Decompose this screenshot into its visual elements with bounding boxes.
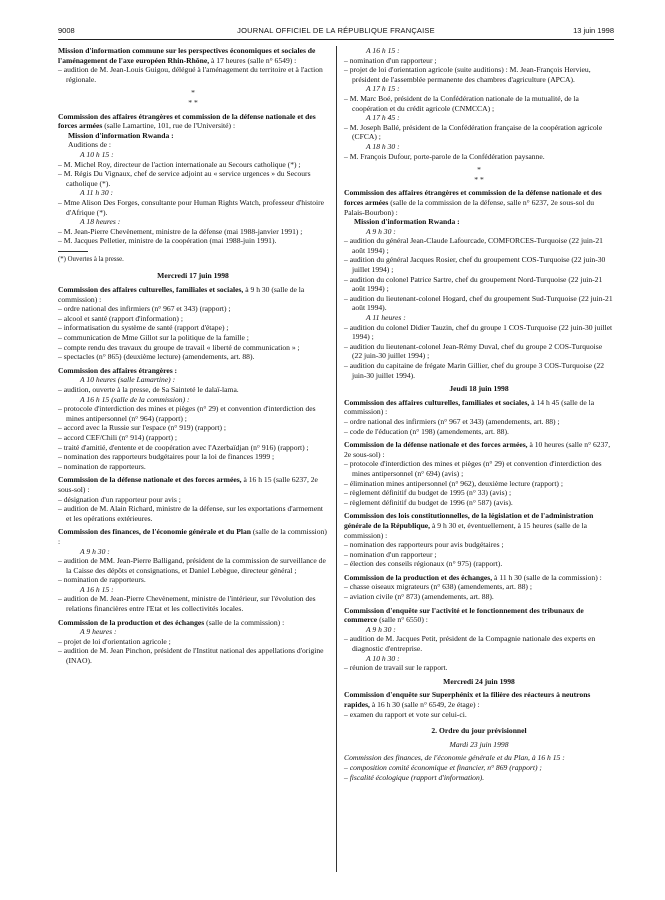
list-item: – projet de loi d'orientation agricole (suite auditions) : M. Jean-François Hervieu, président de l'assemblée permanente des chambres d'agriculture (APCA).: [344, 65, 591, 84]
footnote: (*) Ouvertes à la presse.: [58, 255, 124, 263]
list-item: – audition de M. Jean-Louis Guigou, délégué à l'aménagement du territoire et à l'action régionale.: [58, 65, 323, 84]
list-item: – M. Marc Boé, président de la Confédération nationale de la mutualité, de la coopération et du crédit agricole (CNMCCA) ;: [344, 93, 579, 113]
entry-etrangeres: Commission des affaires étrangères :: [58, 365, 178, 375]
entry-production-2: Commission de la production et des échanges, à 11 h 30 (salle de la commission) :: [344, 572, 602, 582]
list-item: – audition de MM. Jean-Pierre Balligand, président de la commission de surveillance de la Caisse des dépôts et consignations, et Daniel Lebègue, directeur général ;: [58, 556, 326, 575]
list-item: – audition, ouverte à la presse, de Sa Sainteté le dalaï-lama.: [58, 385, 239, 394]
list-item: – protocole d'interdiction des mines et pièges (n° 29) et convention d'interdiction des mines antipersonnel (n° 964) (rapport) ;: [58, 404, 316, 423]
time-label: A 16 h 15 :: [80, 584, 114, 594]
list-item: – audition du colonel Patrice Sartre, chef du groupement Nord-Turquoise (22 juin-21 août 1994) ;: [344, 274, 603, 294]
page-header: [58, 22, 614, 38]
time-label: A 17 h 45 :: [366, 113, 400, 123]
list-item: – audition du général Jacques Rosier, chef du groupement COS-Turquoise (22 juin-30 juillet 1994) ;: [344, 255, 606, 275]
separator-star: *: [191, 88, 195, 98]
list-item: – règlement définitif du budget de 1995 (n° 33) (avis) ;: [344, 488, 512, 498]
footnote-rule: [58, 251, 88, 252]
list-item: – M. Régis Du Vignaux, chef de service adjoint au « service urgences » du Secours catholique (*).: [58, 169, 311, 188]
right-column: [344, 46, 614, 782]
entry-rwanda-joint-2: Commission des affaires étrangères et commission de la défense nationale et des forces armées (salle de la commission de la défense, salle n° 6237, 2e sous-sol du Palais-Bourbon) :: [344, 188, 602, 217]
time-label: A 11 heures :: [366, 313, 406, 323]
list-item: – accord CEF/Chili (n° 914) (rapport) ;: [58, 432, 178, 442]
list-item: – audition de M. Alain Richard, ministre de la défense, sur les exportations d'armement et les opérations extérieures.: [58, 504, 323, 523]
time-label: A 9 h 30 :: [80, 546, 110, 556]
time-label: A 9 h 30 :: [366, 624, 396, 634]
list-item: – nomination de rapporteurs.: [58, 575, 146, 585]
entry-defense: Commission de la défense nationale et des forces armées, à 16 h 15 (salle 6237, 2e sous-sol) :: [58, 475, 318, 494]
time-label: A 18 h 30 :: [366, 141, 400, 151]
left-column: [58, 46, 328, 666]
time-label: A 9 h 30 :: [366, 226, 396, 236]
page-number: 9008: [58, 26, 75, 35]
list-item: – nomination des rapporteurs budgétaires pour la loi de finances 1999 ;: [58, 452, 275, 462]
mission-heading: Mission d'information Rwanda :: [68, 130, 174, 140]
list-item: – alcool et santé (rapport d'information) ;: [58, 313, 183, 323]
entry-enquete-commerce: Commission d'enquête sur l'activité et le fonctionnement des tribunaux de commerce (salle n° 6550) :: [344, 605, 584, 625]
list-item: – M. François Dufour, porte-parole de la Confédération paysanne.: [344, 151, 545, 161]
list-item: – nomination d'un rapporteur ;: [344, 549, 437, 559]
time-label: A 16 h 15 (salle de la commission) :: [80, 394, 190, 404]
day-heading: Jeudi 18 juin 1998: [449, 384, 509, 394]
list-item: – audition de M. Jean Pinchon, président de l'Institut national des appellations d'origine (INAO).: [58, 646, 324, 666]
list-item: – code de l'éducation (n° 198) (amendements, art. 88).: [344, 426, 509, 436]
list-item: – audition du colonel Didier Tauzin, chef du groupe 1 COS-Turquoise (22 juin-30 juillet 1994) ;: [344, 322, 613, 342]
list-item: – nomination d'un rapporteur ;: [344, 55, 437, 65]
list-item: – Mme Alison Des Forges, consultante pour Human Rights Watch, professeur d'histoire d'Afrique (*).: [58, 197, 325, 217]
list-item: – audition du lieutenant-colonel Hogard, chef du groupement Sud-Turquoise (22 juin-21 août 1994).: [344, 293, 613, 313]
list-item: – protocole d'interdiction des mines et pièges (n° 29) et convention d'interdiction des mines antipersonnel (n° 694) (avis) ;: [344, 459, 602, 478]
issue-date: 13 juin 1998: [573, 26, 614, 35]
entry-rwanda-joint: Commission des affaires étrangères et commission de la défense nationale et des forces armées (salle Lamartine, 101, rue de l'Université) :: [58, 111, 316, 131]
time-label: A 10 heures (salle Lamartine) :: [80, 375, 176, 385]
list-item: – audition du capitaine de frégate Marin Gillier, chef du groupe 3 COS-Turquoise (22 juin-30 juillet 1994).: [344, 361, 605, 380]
entry-culturelles-2: Commission des affaires culturelles, familiales et sociales, à 14 h 45 (salle de la commission) :: [344, 397, 595, 417]
list-item: – communication de Mme Gillot sur la politique de la famille ;: [58, 333, 249, 343]
list-item: – élimination mines antipersonnel (n° 962), deuxième lecture (rapport) ;: [344, 478, 563, 488]
entry-superphenix: Commission d'enquête sur Superphénix et la filière des réacteurs à neutrons rapides, à 16 h 30 (salle n° 6549, 2e étage) :: [344, 690, 591, 709]
list-item: – examen du rapport et vote sur celui-ci.: [344, 709, 467, 719]
section-heading: 2. Ordre du jour prévisionnel: [431, 726, 527, 736]
list-item: – compte rendu des travaux du groupe de travail « liberté de communication » ;: [58, 342, 300, 352]
entry-rhin-rhone: Mission d'information commune sur les perspectives économiques et sociales de l'aménagement de l'axe européen Rhin-Rhône, à 17 heures (salle n° 6549) :: [58, 46, 316, 65]
list-item: – traité d'amitié, d'entente et de coopération avec l'Azerbaïdjan (n° 916) (rapport) ;: [58, 442, 309, 452]
list-item: – règlement définitif du budget de 1996 (n° 587) (avis).: [344, 497, 513, 507]
separator-stars: * *: [474, 174, 484, 184]
list-item: – audition du général Jean-Claude Lafourcade, COMFORCES-Turquoise (22 juin-21 août 1994) ;: [344, 236, 603, 255]
day-heading: Mercredi 24 juin 1998: [443, 676, 515, 686]
entry-finances: Commission des finances, de l'économie générale et du Plan (salle de la commission) :: [58, 527, 327, 546]
list-item: – accord avec la Russie sur l'espace (n° 919) (rapport) ;: [58, 423, 227, 433]
list-item: – M. Joseph Ballé, président de la Confédération française de la coopération agricole (CFCA) ;: [344, 122, 603, 142]
list-item: – audition de M. Jacques Petit, président de la Compagnie nationale des experts en diagnostic d'entreprise.: [344, 634, 596, 654]
list-item: – projet de loi d'orientation agricole ;: [58, 636, 171, 646]
list-item: – M. Michel Roy, directeur de l'action internationale au Secours catholique (*) ;: [58, 159, 301, 169]
time-label: A 11 h 30 :: [80, 188, 114, 198]
entry-defense-2: Commission de la défense nationale et des forces armées, à 10 heures (salle n° 6237, 2e sous-sol) :: [344, 440, 611, 459]
header-rule: [58, 39, 614, 40]
list-item: – M. Jean-Pierre Chevènement, ministre de la défense (mai 1988-janvier 1991) ;: [58, 226, 303, 236]
time-label: A 9 heures :: [80, 627, 117, 637]
list-item: – désignation d'un rapporteur pour avis ;: [58, 494, 181, 504]
time-label: A 18 heures :: [80, 217, 121, 227]
list-item: – audition de M. Jean-Pierre Chevènement, ministre de l'intérieur, sur l'évolution des relations financières entre l'Etat et les collectivités locales.: [58, 594, 316, 614]
list-item: – aviation civile (n° 873) (amendements, art. 88).: [344, 592, 494, 602]
entry-finances-2: Commission des finances, de l'économie générale et du Plan, à 16 h 15 :: [344, 753, 565, 763]
list-item: – ordre national des infirmiers (n° 967 et 343) (amendements, art. 88) ;: [344, 416, 560, 426]
day-heading: Mardi 23 juin 1998: [449, 739, 509, 749]
list-item: – ordre national des infirmiers (n° 967 et 343) (rapport) ;: [58, 304, 231, 314]
time-label: A 16 h 15 :: [366, 46, 400, 55]
list-item: – composition comité économique et financier, n° 869 (rapport) ;: [344, 762, 542, 772]
list-item: – spectacles (n° 865) (deuxième lecture) (amendements, art. 88).: [58, 352, 255, 362]
entry-lois: Commission des lois constitutionnelles, de la législation et de l'administration générale de la République, à 9 h 30 et, éventuellement, à 15 heures (salle de la commission) :: [344, 511, 594, 540]
list-item: – nomination des rapporteurs pour avis budgétaires ;: [344, 540, 504, 550]
auditions-label: Auditions de :: [68, 140, 112, 150]
time-label: A 10 h 30 :: [366, 653, 400, 663]
journal-title: JOURNAL OFFICIEL DE LA RÉPUBLIQUE FRANÇAISE: [237, 26, 435, 35]
mission-heading: Mission d'information Rwanda :: [354, 217, 460, 227]
time-label: A 17 h 15 :: [366, 84, 400, 94]
list-item: – informatisation du système de santé (rapport d'étape) ;: [58, 323, 229, 333]
time-label: A 10 h 15 :: [80, 149, 114, 159]
list-item: – fiscalité écologique (rapport d'information).: [344, 772, 485, 782]
list-item: – chasse oiseaux migrateurs (n° 638) (amendements, art. 88) ;: [344, 582, 532, 592]
separator-stars: * *: [188, 97, 198, 107]
separator-star: *: [477, 165, 481, 175]
list-item: – réunion de travail sur le rapport.: [344, 663, 448, 673]
entry-production: Commission de la production et des échanges (salle de la commission) :: [58, 617, 285, 627]
column-separator: [336, 46, 337, 872]
list-item: – audition du lieutenant-colonel Jean-Rémy Duval, chef du groupe 2 COS-Turquoise (22 juin-30 juillet 1994) ;: [344, 341, 603, 361]
list-item: – élection des conseils régionaux (n° 975) (rapport).: [344, 559, 503, 569]
day-heading: Mercredi 17 juin 1998: [157, 271, 229, 281]
list-item: – M. Jacques Pelletier, ministre de la coopération (mai 1988-juin 1991).: [58, 236, 277, 246]
entry-culturelles: Commission des affaires culturelles, familiales et sociales, à 9 h 30 (salle de la commission) :: [58, 285, 305, 304]
list-item: – nomination de rapporteurs.: [58, 461, 146, 471]
